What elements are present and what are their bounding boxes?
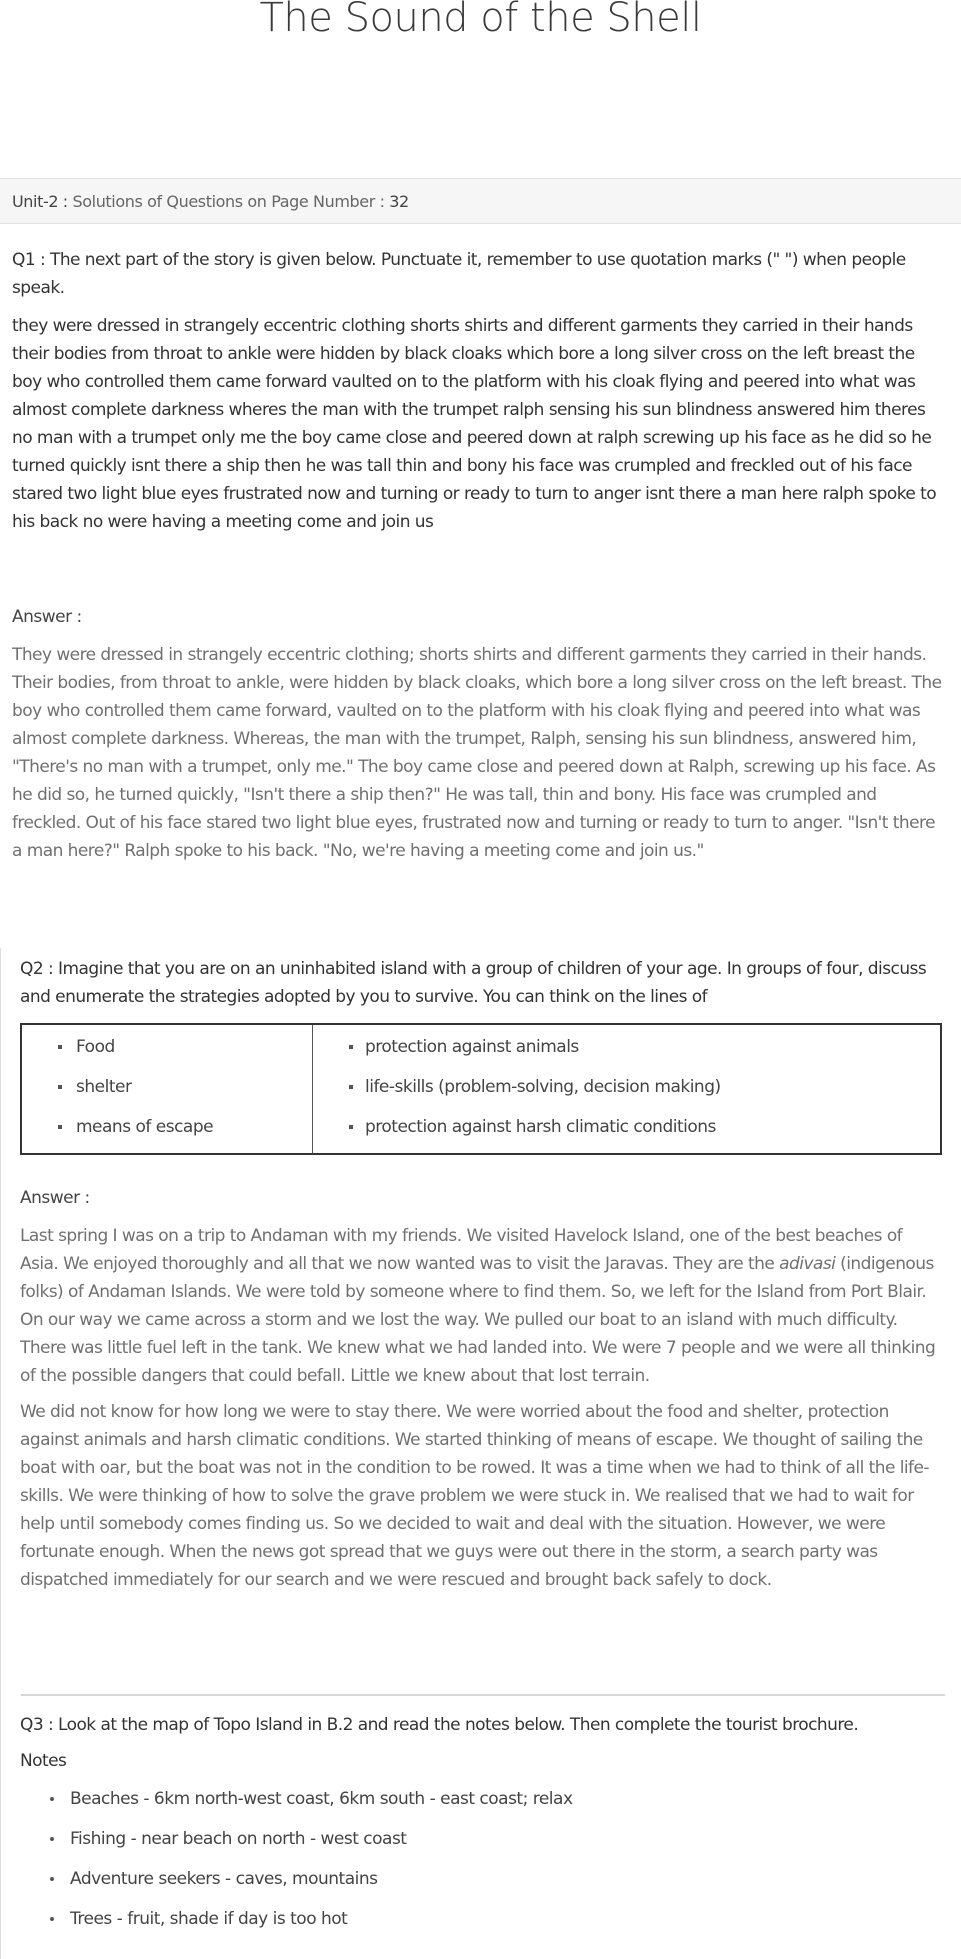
unit-header-bar xyxy=(0,178,961,224)
section-divider xyxy=(21,1694,945,1696)
question-3-text: Q3 : Look at the map of Topo Island in B.2 and read the notes below. Then complete the tourist brochure. xyxy=(20,1715,859,1735)
strategies-left-cell xyxy=(21,1024,313,1154)
strategies-right-cell xyxy=(313,1024,942,1154)
question-2-section xyxy=(20,955,942,1155)
answer-text: (indigenous folks) of Andaman Islands. We were told by someone where to find them. So, we left for the Island from Port Blair. On our way we came across a storm and we lost the way. We pulled our boat to an island with much difficulty. There was little fuel left in the tank. We knew what we had landed into. We were 7 people and we were all thinking of the possible dangers that could befall. Little we knew about that lost terrain. xyxy=(20,1254,936,1386)
note-item: Beaches - 6km north-west coast, 6km south - east coast; relax xyxy=(20,1779,942,1819)
notes-list xyxy=(20,1779,942,1939)
question-3-section xyxy=(20,1711,942,1939)
question-1-text: Q1 : The next part of the story is given below. Punctuate it, remember to use quotation marks (" ") when people speak. xyxy=(12,250,906,298)
question-1-section xyxy=(0,246,961,536)
question-2-answer-section xyxy=(20,1188,942,1594)
question-2-text: Q2 : Imagine that you are on an uninhabited island with a group of children of your age. In groups of four, discuss and enumerate the strategies adopted by you to survive. You can think on the lines of xyxy=(20,959,927,1007)
unit-label: Unit-2 : xyxy=(12,192,68,211)
strategy-item: Food xyxy=(22,1027,312,1067)
question-1-answer-section xyxy=(0,607,961,865)
page-number: 32 xyxy=(389,192,409,211)
answer-label: Answer : xyxy=(12,607,82,627)
solutions-label: Solutions of Questions on Page Number : xyxy=(67,192,390,211)
answer-label: Answer : xyxy=(20,1188,90,1208)
strategy-item: shelter xyxy=(22,1067,312,1107)
question-2-answer-paragraph-1 xyxy=(20,1222,942,1390)
note-item: Fishing - near beach on north - west coast xyxy=(20,1819,942,1859)
strategy-item: life-skills (problem-solving, decision making) xyxy=(313,1067,940,1107)
notes-label: Notes xyxy=(20,1751,67,1771)
strategies-table xyxy=(20,1023,942,1155)
answer-text: Last spring I was on a trip to Andaman with my friends. We visited Havelock Island, one of the best beaches of Asia. We enjoyed thoroughly and all that we now wanted was to visit the Jaravas. They are the xyxy=(20,1226,903,1274)
strategy-item: protection against animals xyxy=(313,1027,940,1067)
note-item: Adventure seekers - caves, mountains xyxy=(20,1859,942,1899)
answer-italic-term: adivasi xyxy=(779,1254,836,1274)
questions-2-3-container xyxy=(0,948,961,1959)
page-title: The Sound of the Shell xyxy=(259,0,702,41)
question-1-answer: They were dressed in strangely eccentric clothing; shorts shirts and different garments they carried in their hands. Their bodies, from throat to ankle, were hidden by black cloaks, which bore a long silver cross on the left breast. The boy who controlled them came forward, vaulted on to the platform with his cloak flying and peered into what was almost complete darkness. Whereas, the man with the trumpet, Ralph, sensing his sun blindness, answered him, "There's no man with a trumpet, only me." The boy came close and peered down at Ralph, screwing up his face. As he did so, he turned quickly, "Isn't there a ship then?" He was tall, thin and bony. His face was crumpled and freckled. Out of his face stared two light blue eyes, frustrated now and turning or ready to turn to anger. "Isn't there a man here?" Ralph spoke to his back. "No, we're having a meeting come and join us." xyxy=(12,645,942,861)
question-2-answer-paragraph-2: We did not know for how long we were to stay there. We were worried about the food and shelter, protection against animals and harsh climatic conditions. We started thinking of means of escape. We thought of sailing the boat with oar, but the boat was not in the condition to be rowed. It was a time when we had to think of all the life-skills. We were thinking of how to solve the grave problem we were stuck in. We realised that we had to wait for help until somebody comes finding us. So we decided to wait and deal with the situation. However, we were fortunate enough. When the news got spread that we guys were out there in the storm, a search party was dispatched immediately for our search and we were rescued and brought back safely to dock. xyxy=(20,1402,929,1590)
strategy-item: means of escape xyxy=(22,1107,312,1147)
question-1-story: they were dressed in strangely eccentric clothing shorts shirts and different garments they carried in their hands their bodies from throat to ankle were hidden by black cloaks which bore a long silver cross on the left breast the boy who controlled them came forward vaulted on to the platform with his cloak flying and peered into what was almost complete darkness wheres the man with the trumpet ralph sensing his sun blindness answered him theres no man with a trumpet only me the boy came close and peered down at ralph screwing up his face as he did so he turned quickly isnt there a ship then he was tall thin and bony his face was crumpled and freckled out of his face stared two light blue eyes frustrated now and turning or ready to turn to anger isnt there a man here ralph spoke to his back no were having a meeting come and join us xyxy=(12,316,937,532)
strategy-item: protection against harsh climatic conditions xyxy=(313,1107,940,1147)
unit-header-text xyxy=(12,192,409,211)
note-item: Trees - fruit, shade if day is too hot xyxy=(20,1899,942,1939)
